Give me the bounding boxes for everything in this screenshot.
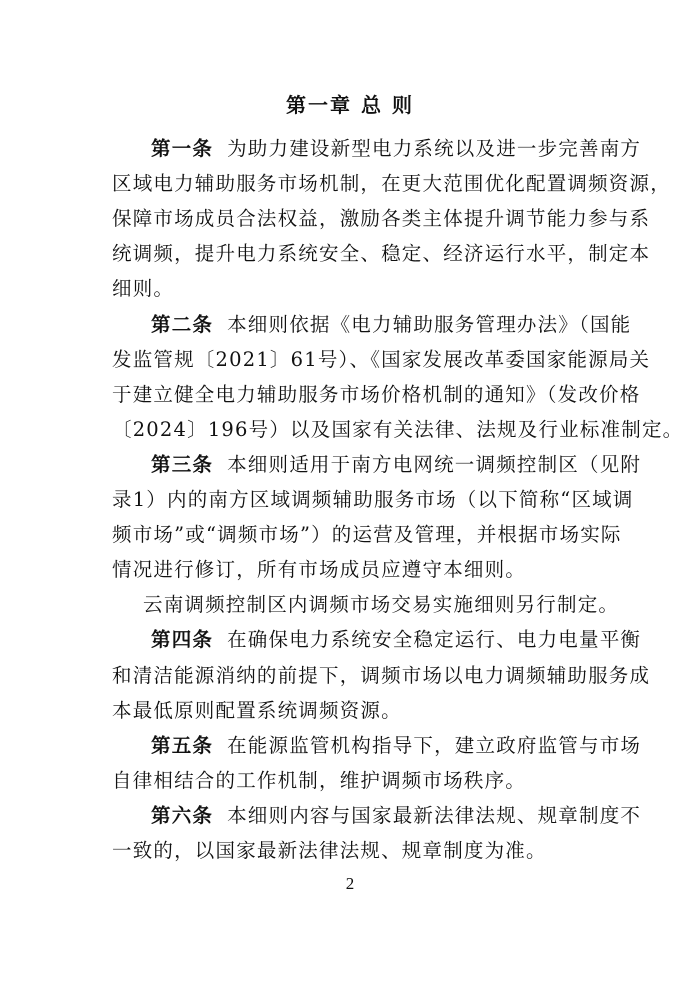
article-4-line-1 — [151, 628, 641, 652]
article-2-label: 第二条 — [151, 312, 214, 336]
article-6-line-2: 一致的，以国家最新法律法规、规章制度为准。 — [112, 839, 547, 862]
article-5-text-1: 在能源监管机构指导下，建立政府监管与市场 — [227, 733, 642, 757]
page-number: 2 — [345, 874, 355, 894]
article-3-line-3: 频市场”或“调频市场”）的运营及管理，并根据市场实际 — [112, 523, 622, 547]
article-6-label: 第六条 — [151, 803, 214, 827]
article-6-text-1: 本细则内容与国家最新法律法规、规章制度不 — [227, 803, 642, 827]
article-5-line-1 — [151, 734, 641, 758]
article-3-line-1 — [151, 453, 641, 477]
article-3-line-4: 情况进行修订，所有市场成员应遵守本细则。 — [112, 558, 527, 582]
article-2-text-1: 本细则依据《电力辅助服务管理办法》（国能 — [227, 312, 632, 336]
article-2-line-2: 发监管规〔2021〕61号）、《国家发展改革委国家能源局关 — [112, 347, 651, 371]
article-1-line-1 — [151, 137, 641, 161]
chapter-title: 第一章 总 则 — [286, 93, 414, 117]
article-5-line-2: 自律相结合的工作机制，维护调频市场秩序。 — [112, 768, 527, 792]
article-2-line-3: 于建立健全电力辅助服务市场价格机制的通知》（发改价格 — [112, 382, 641, 406]
article-1-text-1: 为助力建设新型电力系统以及进一步完善南方 — [227, 137, 642, 160]
article-4-line-3: 本最低原则配置系统调频资源。 — [112, 698, 402, 722]
article-4-line-2: 和清洁能源消纳的前提下，调频市场以电力调频辅助服务成 — [112, 663, 651, 687]
article-1-line-4: 统调频，提升电力系统安全、稳定、经济运行水平，制定本 — [112, 242, 651, 266]
article-1-line-2: 区域电力辅助服务市场机制，在更大范围优化配置调频资源， — [112, 172, 671, 196]
article-4-label: 第四条 — [151, 628, 214, 652]
article-1-line-3: 保障市场成员合法权益，激励各类主体提升调节能力参与系 — [112, 207, 651, 231]
article-4-text-1: 在确保电力系统安全稳定运行、电力电量平衡 — [227, 628, 642, 652]
article-3-label: 第三条 — [151, 452, 214, 476]
article-2-line-1 — [151, 313, 631, 337]
article-1-label: 第一条 — [151, 137, 214, 160]
article-5-label: 第五条 — [151, 733, 214, 757]
article-6-line-1 — [151, 804, 641, 828]
article-3-line-2: 录1）内的南方区域调频辅助服务市场（以下简称“区域调 — [112, 488, 634, 511]
article-1-line-5: 细则。 — [112, 277, 175, 301]
article-3-text-1: 本细则适用于南方电网统一调频控制区（见附 — [227, 452, 642, 476]
article-2-line-4: 〔2024〕196号）以及国家有关法律、法规及行业标准制定。 — [112, 417, 684, 441]
yunnan-paragraph: 云南调频控制区内调频市场交易实施细则另行制定。 — [143, 593, 620, 617]
